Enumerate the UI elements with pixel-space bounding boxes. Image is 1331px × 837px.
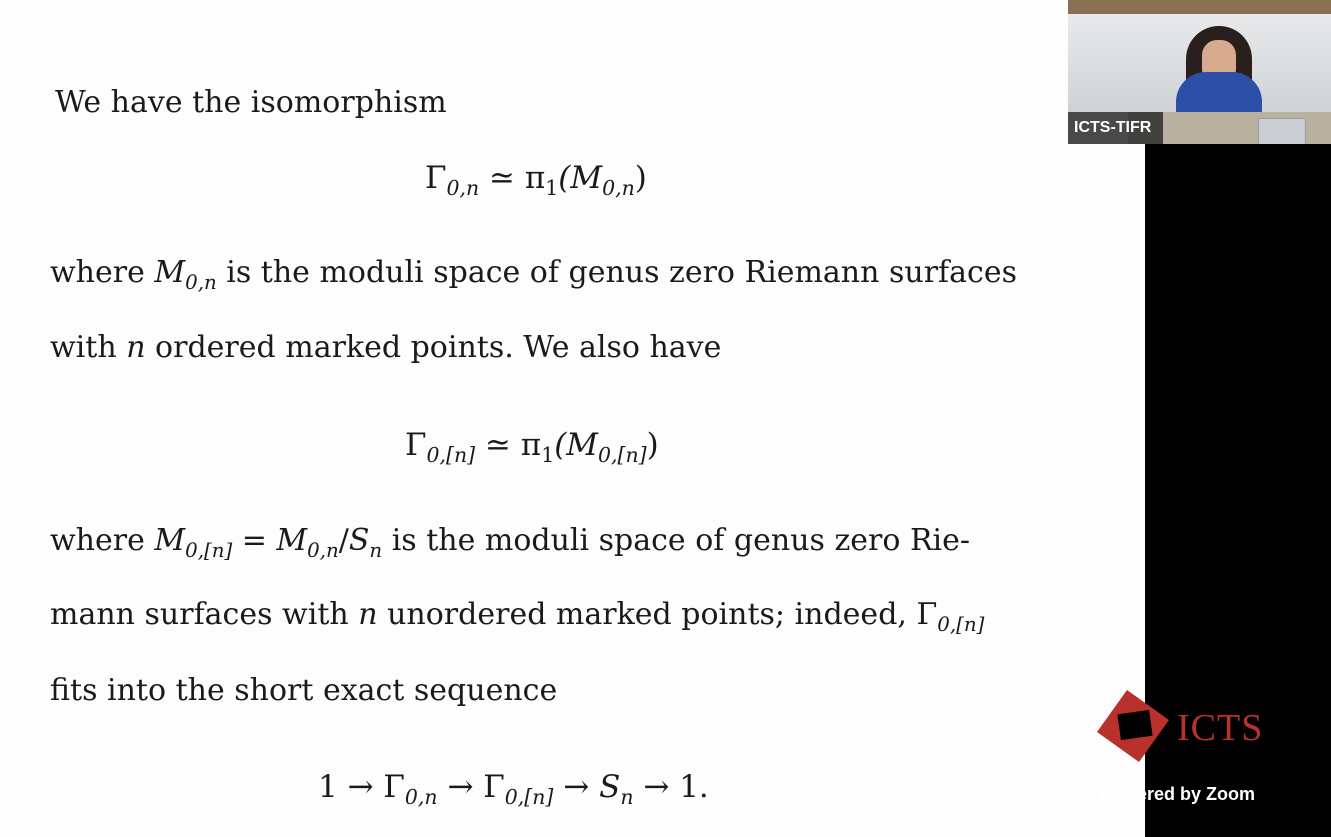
participant-video-tile[interactable] — [1068, 0, 1331, 144]
icts-logo-text: ICTS — [1177, 707, 1264, 749]
participant-name-label: ICTS-TIFR — [1068, 112, 1163, 144]
powered-by-zoom-label: Powered by Zoom — [1100, 784, 1256, 804]
slide-text-line-2: where $M_{0,n}$ is the moduli space of genus zero Riemann surfaces — [50, 255, 1017, 294]
laptop-icon — [1258, 118, 1306, 144]
equation-short-exact-sequence: $1 \to \Gamma_{0,n} \to \Gamma_{0,[n]} \to S_n \to 1$. — [318, 769, 709, 810]
slide-text-line-1: We have the isomorphism — [55, 85, 447, 120]
slide-text-line-5: mann surfaces with n unordered marked points; indeed, $\Gamma_{0,[n]}$ — [50, 597, 985, 636]
slide-text-line-3: with n ordered marked points. We also have — [50, 330, 722, 365]
icts-logo-icon — [1097, 690, 1175, 762]
video-shelf — [1068, 0, 1331, 14]
equation-isomorphism-unordered: $\Gamma_{0,[n]}$ ≃ $\pi_1(M_{0,[n]})$ — [405, 427, 659, 468]
slide-text-line-6: fits into the short exact sequence — [50, 673, 558, 708]
equation-isomorphism-ordered: $\Gamma_{0,n}$ ≃ $\pi_1(M_{0,n})$ — [425, 160, 647, 201]
slide-text-line-4: where $M_{0,[n]} = M_{0,n}/S_n$ is the moduli space of genus zero Rie- — [50, 523, 971, 562]
